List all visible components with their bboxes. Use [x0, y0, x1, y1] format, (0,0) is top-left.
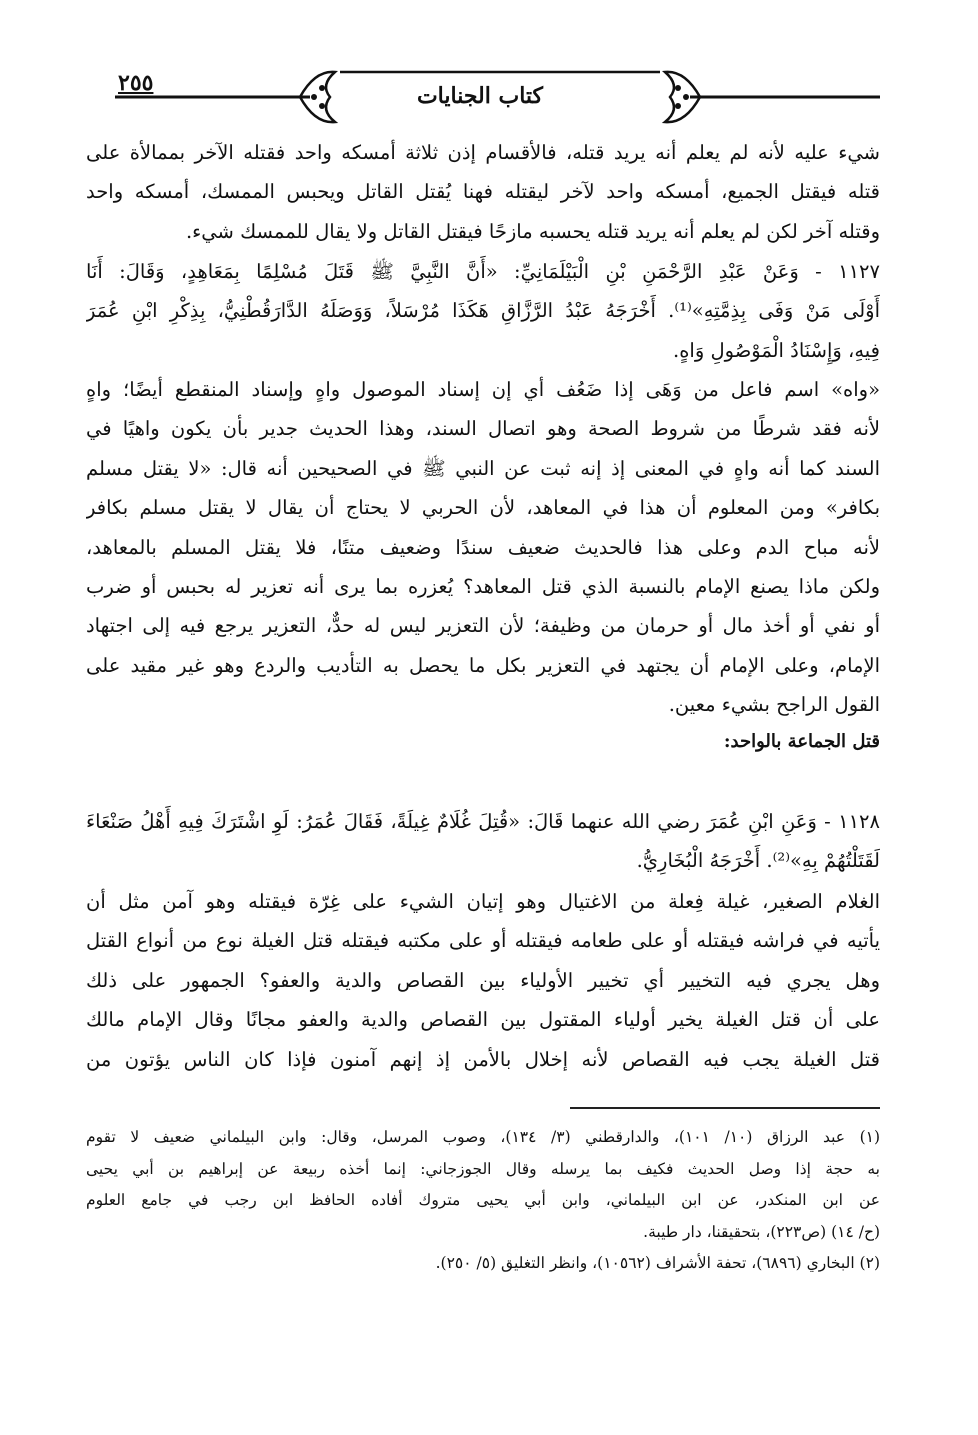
text-line: وهل يجري فيه التخيير أي تخيير الأولياء بين القصاص والدية والعفو؟ الجمهور على ذلك	[86, 968, 880, 992]
text-line: ١١٢٨ - وَعَنِ ابْنِ عُمَرَ رضي الله عنهما قَالَ: «قُتِلَ غُلَامٌ غِيلَةً، فَقَالَ عُمَرُ: لَوِ اشْتَرَكَ فِيهِ أَهْلُ صَنْعَاءَ	[86, 810, 880, 833]
text-line: على أن قتل الغيلة يخير أولياء المقتول بين القصاص والدية والعفو مجانًا وقال الإمام مالك	[86, 1008, 880, 1032]
header-rules	[0, 0, 978, 130]
text-line: لأنه فقد شرطًا من شروط الصحة وهو اتصال السند، وهذا الحديث جدير بأن يكون واهيًا في	[86, 417, 880, 441]
text-line: لأنه مباح الدم وعلى هذا فالحديث ضعيف سندًا وضعيف متنًا، فلا يقتل المسلم بالمعاهد،	[86, 535, 880, 559]
text-line: «واه» اسم فاعل من وَهَى إذا ضَعُف أي إن إسناد الموصول واهٍ وإسناد المنقطع أيضًا؛ واهٍ	[86, 378, 880, 401]
page-number: ٢٥٥	[118, 70, 154, 96]
text-line: قتله فيقتل الجميع، أمسكه واحد لآخر ليقتله فهنا يُقتل القاتل ويحبس الممسك، أمسكه واحد	[86, 180, 880, 204]
section-heading: قتل الجماعة بالواحد:	[723, 730, 880, 752]
footnotes	[86, 1122, 880, 1280]
text-line: أَوْلَى مَنْ وَفَى بِذِمَّتِهِ»⁽¹⁾. أَخْرَجَهُ عَبْدُ الرَّزَّاقِ هَكَذَا مُرْسَلاً، وَوَصَلَهُ الدَّارَقُطْنِيُّ، بِذِكْرِ ابْنِ عُمَرَ	[86, 299, 880, 323]
running-title: كتاب الجنايات	[416, 83, 544, 109]
text-line: يأتيه في فراشه فيقتله أو على طعامه فيقتله أو على مكتبه فيقتله قتل الغيلة نوع من أنواع القتل	[86, 929, 880, 953]
text-line: ولكن ماذا يصنع الإمام بالنسبة الذي قتل المعاهد؟ يُعزره بما يرى أنه تعزير له بحبس أو ضرب	[86, 574, 880, 598]
text-line: الغلام الصغير، غيلة فِعلة من الاغتيال وهو إتيان الشيء على غِرّة فيقتله وهو آمن مثل أن	[86, 890, 880, 913]
page-header	[0, 0, 978, 130]
text-line: فِيهِ، وَإِسْنَادُ الْمَوْصُولِ وَاهٍ.	[673, 338, 880, 362]
text-line: وقتله آخر لكن لم يعلم أنه يريد قتله يحسبه مازحًا فيقتل القاتل ولا يقال للممسك شيء.	[185, 219, 880, 243]
text-line: أو نفي أو أخذ مال أو حرمان من وظيفة؛ لأن التعزير ليس له حدٌّ، التعزير يرجع فيه إلى اجتهاد	[86, 614, 880, 638]
commentary-1127	[86, 370, 880, 759]
footnote-separator	[570, 1107, 880, 1109]
text-line: لَقَتَلْتُهُمْ بِهِ»⁽²⁾. أَخْرَجَهُ الْبُخَارِيُّ.	[636, 849, 880, 873]
footnote-line: به حجة إذا وصل الحديث فكيف بما يرسله وقال الجوزجاني: إنما أخذه ربيعة عن إبراهيم بن أبي يحيى	[86, 1159, 880, 1178]
text-line: السند كما أنه واهٍ في المعنى إذ إنه ثبت عن النبي ﷺ في الصحيحين أنه قال: «لا يقتل مسلم	[86, 456, 880, 480]
hadith-1127	[86, 252, 880, 370]
footnote-line: (٢) البخاري (٦٨٩٦)، تحفة الأشراف (١٠٥٦٢)، وانظر التغليق (٥/ ٢٥٠).	[435, 1254, 880, 1272]
text-line: الإمام، وعلى الإمام أن يجتهد في التعزير بكل ما يحصل به التأديب والردع وهو غير مقيد على	[86, 653, 880, 677]
footnote-line: عن ابن المنكدر، عن ابن البيلماني، وابن أبي يحيى متروك أفاده الحافظ ابن رجب في جامع العلوم	[86, 1191, 880, 1209]
text-line: ١١٢٧ - وَعَنْ عَبْدِ الرَّحْمَنِ بْنِ الْبَيْلَمَانِيِّ: «أَنَّ النَّبِيَّ ﷺ قَتَلَ مُسْلِمًا بِمَعَاهِدٍ، وَقَالَ: أَنَا	[86, 260, 880, 283]
commentary-1128	[86, 882, 880, 1079]
paragraph-1	[86, 133, 880, 251]
footnote-line: (١) عبد الرزاق (١٠/ ١٠١)، والدارقطني (٣/ ١٣٤)، وصوب المرسل، وقال: وابن البيلماني ضعيف لا تقوم	[86, 1128, 880, 1146]
text-line: بكافر» ومن المعلوم أن هذا في المعاهد، لأن الحربي لا يحتاج أن يقال لا يقتل مسلم بكافر	[86, 496, 880, 520]
footnote-line: (ح/ ١٤) (ص٢٢٣)، بتحقيقنا، دار طيبة.	[643, 1222, 880, 1241]
text-line: قتل الغيلة يجب فيه القصاص لأنه إخلال بالأمن إذ إنهم آمنون فإذا كان الناس يؤتون من	[86, 1047, 880, 1071]
text-line: القول الراجح بشيء معين.	[668, 693, 880, 717]
text-line: شيء عليه لأنه لم يعلم أنه يريد قتله، فالأقسام إذن ثلاثة أمسكه واحد فقتله الآخر بممالأة على	[86, 141, 880, 164]
hadith-1128	[86, 802, 880, 881]
